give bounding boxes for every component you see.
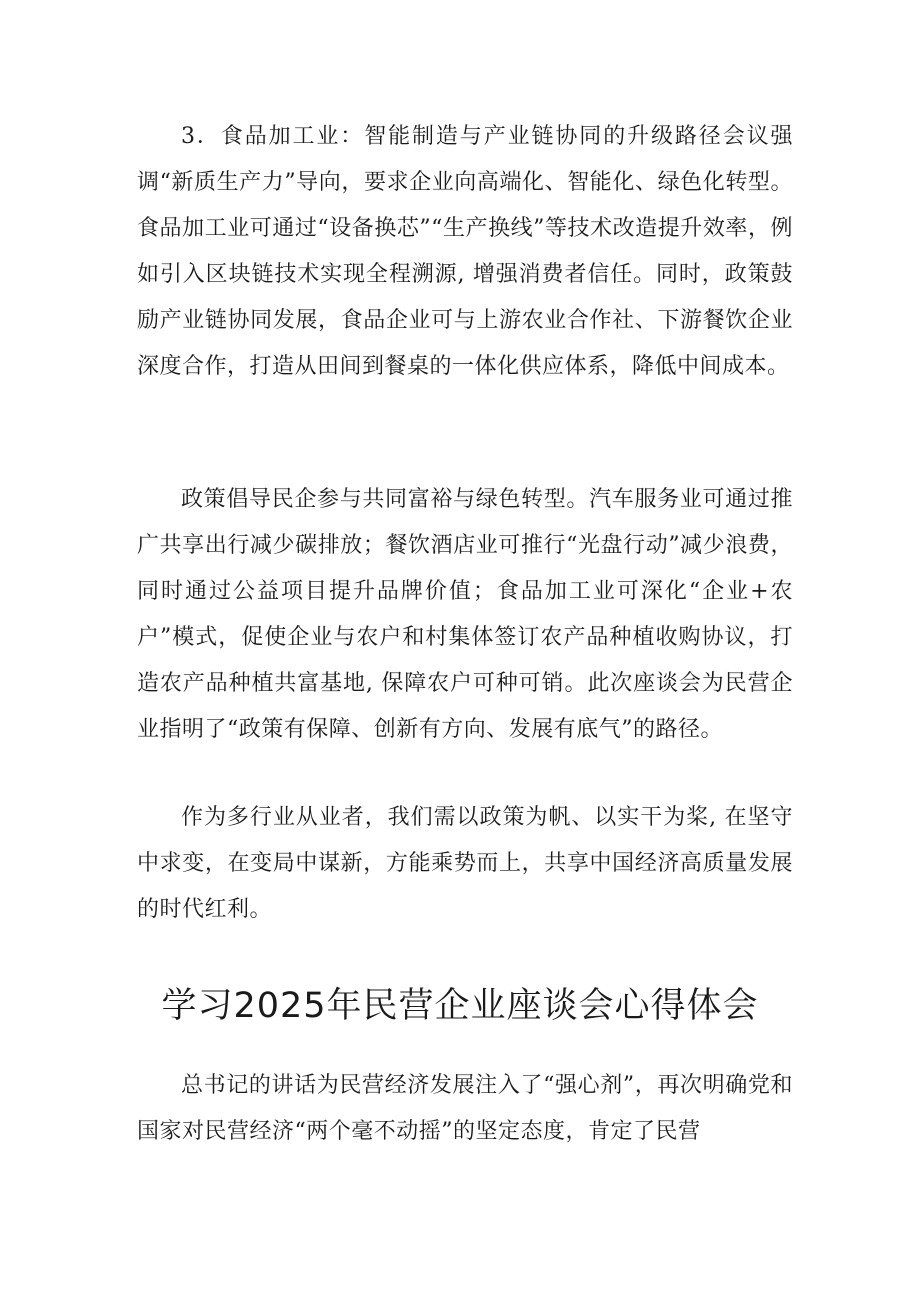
paragraph-food-processing: 3．食品加工业：智能制造与产业链协同的升级路径会议强调“新质生产力”导向，要求企业向高端化、智能化、绿色化转型。食品加工业可通过“设备换芯”“生产换线”等技术改造提升效率，例如引入区块链技术实现全程溯源, 增强消费者信任。同时，政策鼓励产业链协同发展，食品企业可与上游农业合作社、下游餐饮企业深度合作，打造从田间到餐桌的一体化供应体系，降低中间成本。 [137, 124, 793, 379]
paragraph-speech-intro: 总书记的讲话为民营经济发展注入了“强心剂”，再次明确党和国家对民营经济“两个毫不动摇”的坚定态度，肯定了民营 [137, 1073, 793, 1144]
paragraph-common-prosperity: 政策倡导民企参与共同富裕与绿色转型。汽车服务业可通过推广共享出行减少碳排放；餐饮酒店业可推行“光盘行动”减少浪费，同时通过公益项目提升品牌价值；食品加工业可深化“企业+农户”模式，促使企业与农户和村集体签订农产品种植收购协议，打造农产品种植共富基地, 保障农户可种可销。此次座谈会为民营企业指明了“政策有保障、创新有方向、发展有底气”的路径。 [137, 487, 793, 742]
paragraph-conclusion: 作为多行业从业者，我们需以政策为帆、以实干为桨, 在坚守中求变，在变局中谋新，方能乘势而上，共享中国经济高质量发展的时代红利。 [137, 805, 793, 922]
section-heading: 学习2025年民营企业座谈会心得体会 [161, 986, 759, 1026]
